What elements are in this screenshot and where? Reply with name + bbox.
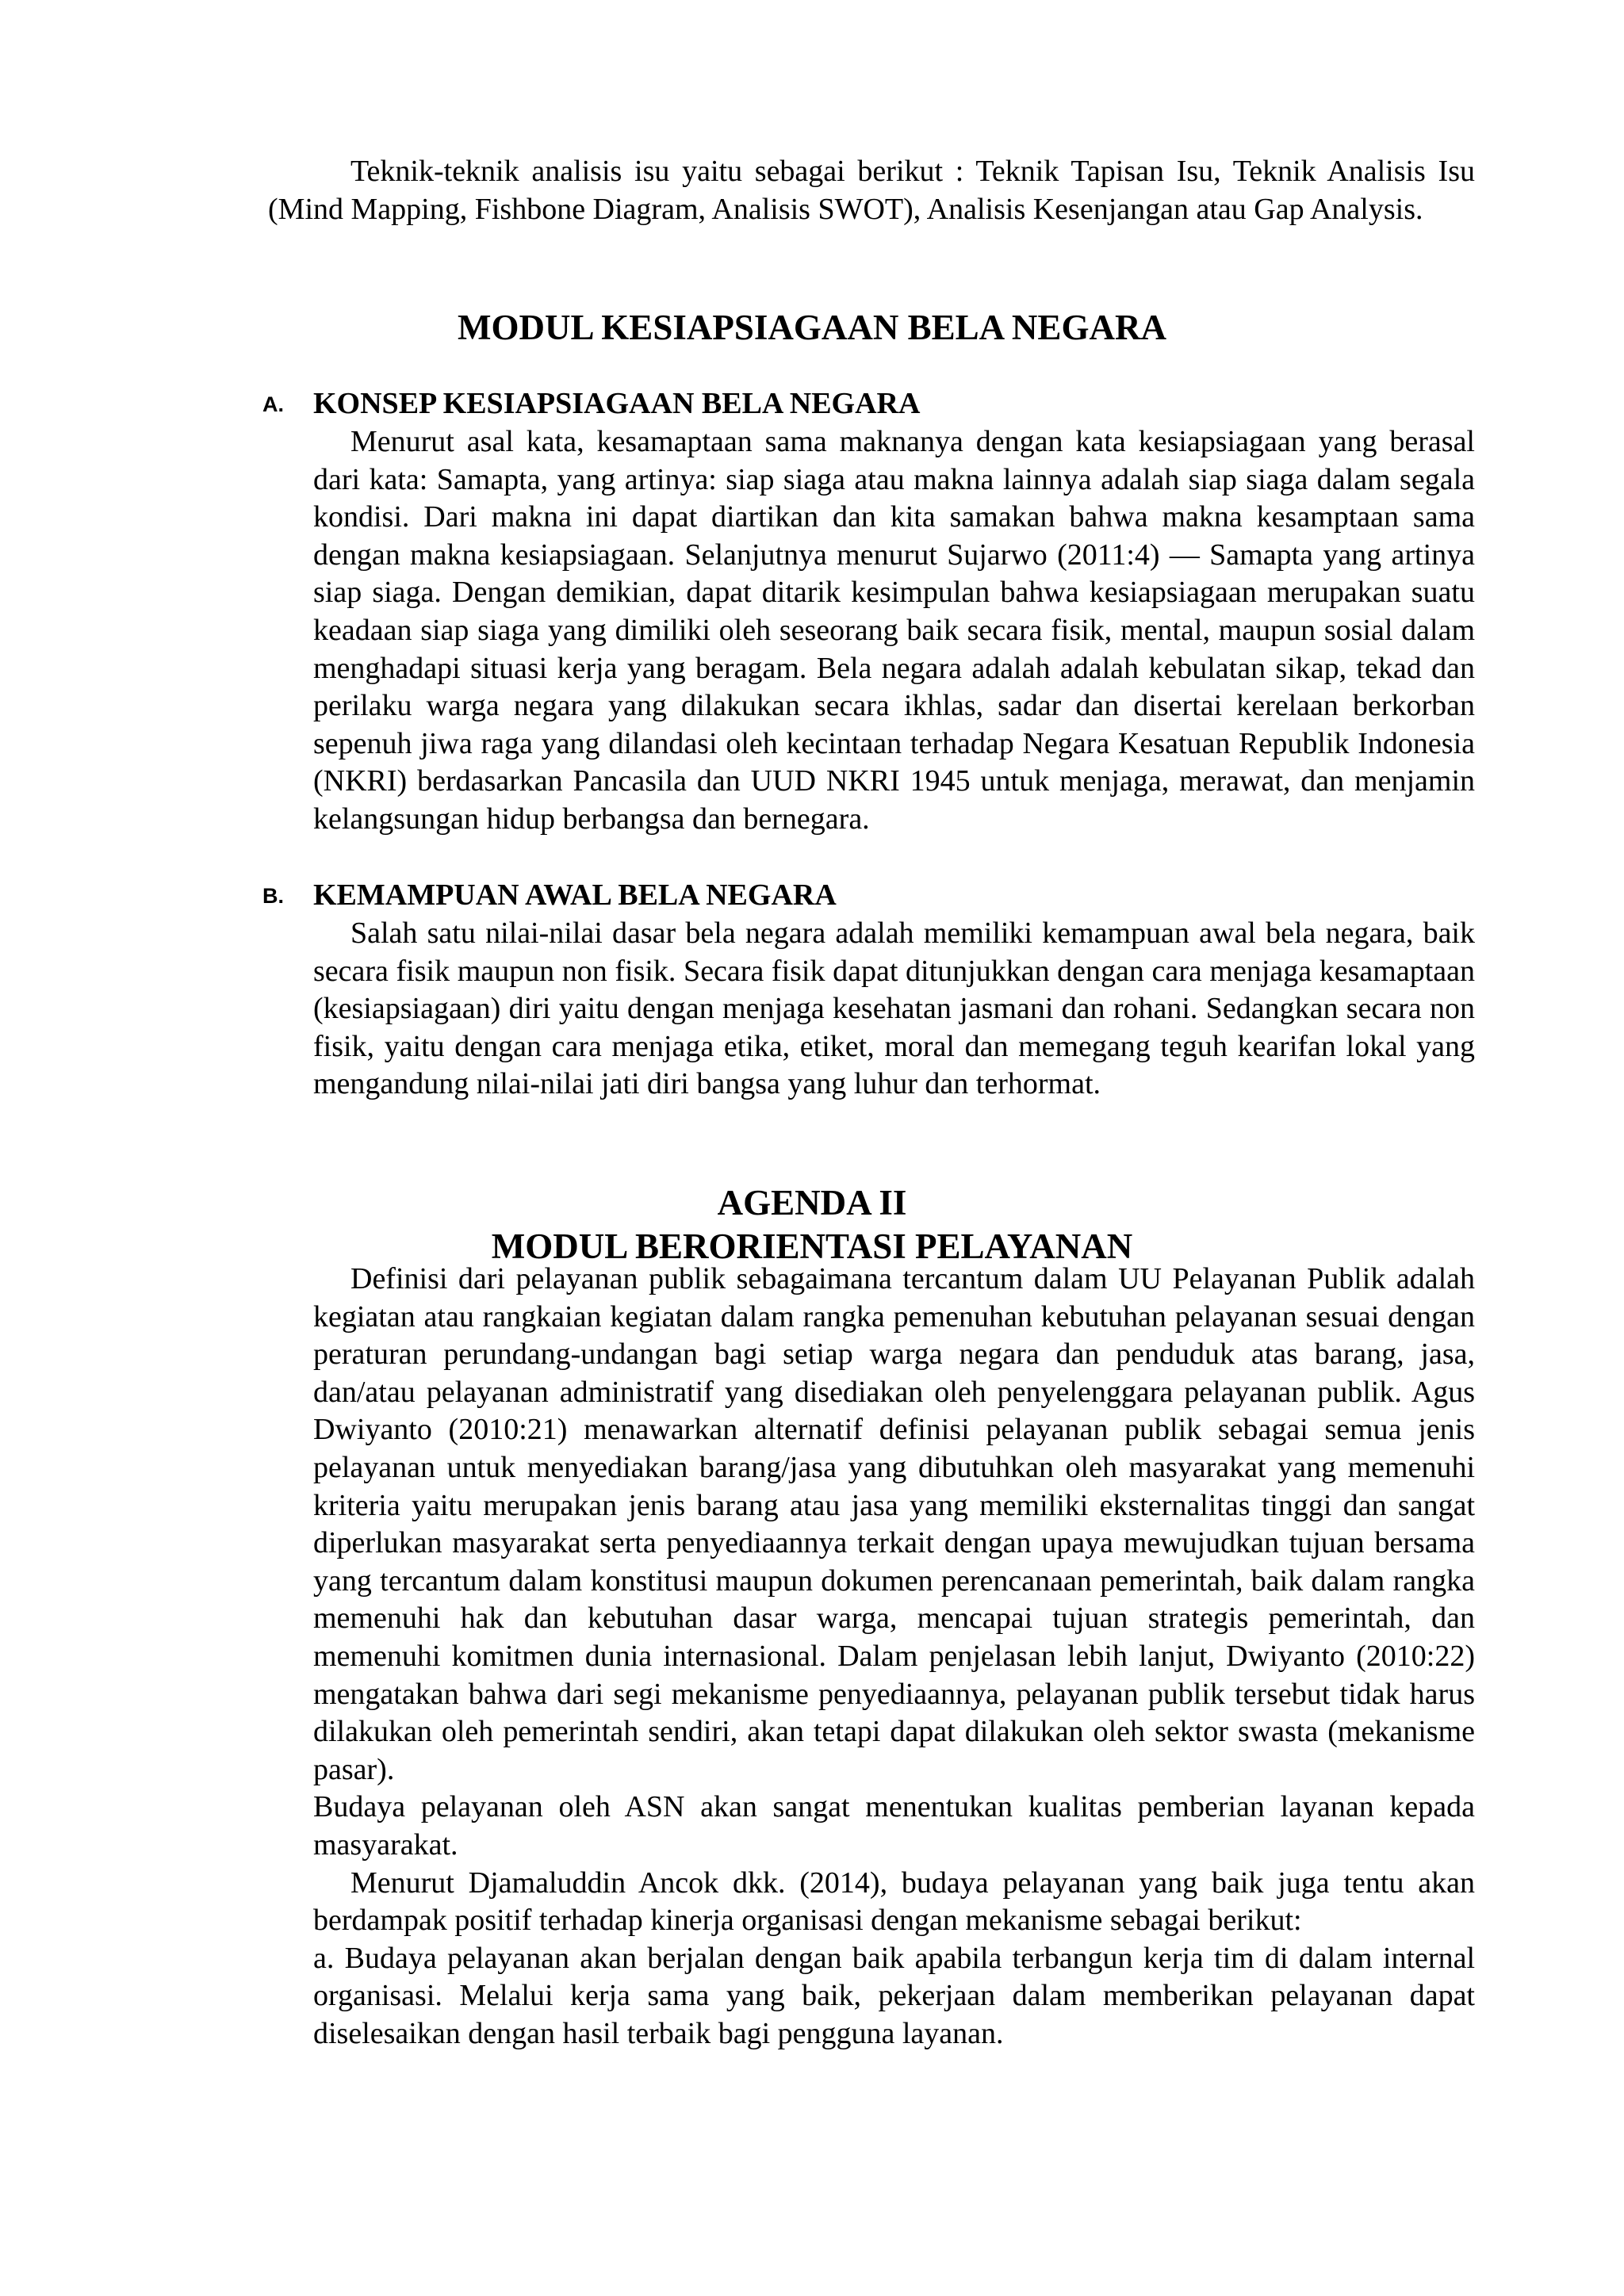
- section-a-paragraph: Menurut asal kata, kesamaptaan sama maknanya dengan kata kesiapsiagaan yang berasal dari kata: Samapta, yang artinya: siap siaga atau makna lainnya adalah siap siaga dalam segala kondisi. Dari makna ini dapat diartikan dan kita samakan bahwa makna kesamptaan sama dengan makna kesiapsiagaan. Selanjutnya menurut Sujarwo (2011:4) ― Samapta yang artinya siap siaga. Dengan demikian, dapat ditarik kesimpulan bahwa kesiapsiagaan merupakan suatu keadaan siap siaga yang dimiliki oleh seseorang baik secara fisik, mental, maupun sosial dalam menghadapi situasi kerja yang beragam. Bela negara adalah adalah kebulatan sikap, tekad dan perilaku warga negara yang dilakukan secara ikhlas, sadar dan disertai kerelaan berkorban sepenuh jiwa raga yang dilandasi oleh kecintaan terhadap Negara Kesatuan Republik Indonesia (NKRI) berdasarkan Pancasila dan UUD NKRI 1945 untuk menjaga, merawat, dan menjamin kelangsungan hidup berbangsa dan bernegara.: [313, 425, 1475, 836]
- agenda-body: [313, 1261, 1475, 2053]
- intro-paragraph: Teknik-teknik analisis isu yaitu sebagai berikut : Teknik Tapisan Isu, Teknik Analisis Isu (Mind Mapping, Fishbone Diagram, Analisis SWOT), Analisis Kesenjangan atau Gap Analysis.: [268, 155, 1475, 226]
- agenda-list-item-a: a. Budaya pelayanan akan berjalan dengan baik apabila terbangun kerja tim di dalam internal organisasi. Melalui kerja sama yang baik, pekerjaan dalam memberikan pelayanan dapat diselesaikan dengan hasil terbaik bagi pengguna layanan.: [313, 1941, 1475, 2050]
- agenda-title: [0, 1181, 1624, 1269]
- section-a-body: [313, 423, 1475, 839]
- section-b-heading-text: KEMAMPUAN AWAL BELA NEGARA: [313, 878, 837, 912]
- agenda-title-line1: AGENDA II: [717, 1183, 907, 1223]
- section-a-heading: [262, 385, 920, 423]
- section-b-paragraph: Salah satu nilai-nilai dasar bela negara adalah memiliki kemampuan awal bela negara, baik secara fisik maupun non fisik. Secara fisik dapat ditunjukkan dengan cara menjaga kesamaptaan (kesiapsiagaan) diri yaitu dengan menjaga kesehatan jasmani dan rohani. Sedangkan secara non fisik, yaitu dengan cara menjaga etika, etiket, moral dan memegang teguh kearifan lokal yang mengandung nilai-nilai jati diri bangsa yang luhur dan terhormat.: [313, 916, 1475, 1101]
- agenda-paragraph-3: Menurut Djamaluddin Ancok dkk. (2014), budaya pelayanan yang baik juga tentu akan berdampak positif terhadap kinerja organisasi dengan mekanisme sebagai berikut:: [313, 1866, 1475, 1938]
- bela-negara-title: MODUL KESIAPSIAGAAN BELA NEGARA: [458, 308, 1166, 347]
- section-a-letter: A.: [262, 392, 284, 416]
- agenda-title-line2: MODUL BERORIENTASI PELAYANAN: [491, 1226, 1133, 1266]
- section-b-body: [313, 915, 1475, 1104]
- section-b-heading: [262, 876, 837, 915]
- section-b-letter: B.: [262, 884, 284, 908]
- agenda-paragraph-2: Budaya pelayanan oleh ASN akan sangat menentukan kualitas pemberian layanan kepada masyarakat.: [313, 1790, 1475, 1862]
- section-a-heading-text: KONSEP KESIAPSIAGAAN BELA NEGARA: [313, 387, 921, 420]
- agenda-paragraph-1: Definisi dari pelayanan publik sebagaimana tercantum dalam UU Pelayanan Publik adalah kegiatan atau rangkaian kegiatan dalam rangka pemenuhan kebutuhan pelayanan sesuai dengan peraturan perundang-undangan bagi setiap warga negara dan penduduk atas barang, jasa, dan/atau pelayanan administratif yang disediakan oleh penyelenggara pelayanan publik. Agus Dwiyanto (2010:21) menawarkan alternatif definisi pelayanan publik sebagai semua jenis pelayanan untuk menyediakan barang/jasa yang dibutuhkan oleh masyarakat yang memenuhi kriteria yaitu merupakan jenis barang atau jasa yang memiliki eksternalitas tinggi dan sangat diperlukan masyarakat serta penyediaannya terkait dengan upaya mewujudkan tujuan bersama yang tercantum dalam konstitusi maupun dokumen perencanaan pemerintah, baik dalam rangka memenuhi hak dan kebutuhan dasar warga, mencapai tujuan strategis pemerintah, dan memenuhi komitmen dunia internasional. Dalam penjelasan lebih lanjut, Dwiyanto (2010:22) mengatakan bahwa dari segi mekanisme penyediaannya, pelayanan publik tersebut tidak harus dilakukan oleh pemerintah sendiri, akan tetapi dapat dilakukan oleh sektor swasta (mekanisme pasar).: [313, 1262, 1475, 1786]
